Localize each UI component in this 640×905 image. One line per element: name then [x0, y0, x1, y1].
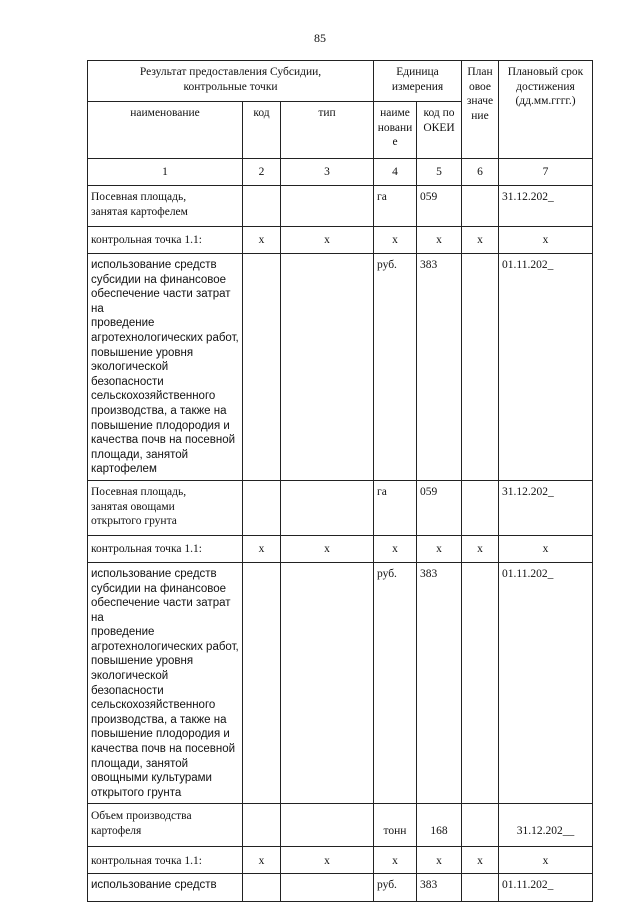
unit-cell: x: [374, 847, 417, 874]
okei-cell: x: [417, 227, 462, 254]
type-cell: [281, 562, 374, 804]
header-planned-date: Плановый срок достижения (дд.мм.гггг.): [499, 61, 593, 159]
column-number-3: 3: [281, 159, 374, 186]
planned-value-cell: x: [462, 535, 499, 562]
planned-value-cell: [462, 804, 499, 847]
planned-value-cell: [462, 254, 499, 481]
table-row: [88, 847, 593, 874]
header-result-group: Результат предоставления Субсидии, контрольные точки: [88, 61, 374, 102]
planned-value-cell: [462, 480, 499, 535]
unit-cell: x: [374, 227, 417, 254]
code-cell: [243, 186, 281, 227]
planned-date-cell: x: [499, 227, 593, 254]
table-row: [88, 480, 593, 535]
okei-cell: 059: [417, 186, 462, 227]
planned-value-cell: [462, 186, 499, 227]
name-cell: контрольная точка 1.1:: [88, 847, 243, 874]
okei-cell: x: [417, 847, 462, 874]
table-row: [88, 227, 593, 254]
unit-cell: руб.: [374, 562, 417, 804]
code-cell: x: [243, 535, 281, 562]
page-number: 85: [314, 31, 326, 45]
unit-cell: руб.: [374, 874, 417, 902]
name-cell: использование средств субсидии на финансовое обеспечение части затрат на проведение агротехнологических работ, повышение уровня экологической безопасности сельскохозяйственного производства, а также на повышение плодородия и качества почв на посевной площади, занятой овощными культурами открытого грунта: [88, 562, 243, 804]
planned-value-cell: x: [462, 227, 499, 254]
unit-cell: га: [374, 186, 417, 227]
header-planned-value: План овое значе ние: [462, 61, 499, 159]
okei-cell: 383: [417, 254, 462, 481]
okei-cell: 168: [417, 804, 462, 847]
planned-value-cell: x: [462, 847, 499, 874]
unit-cell: руб.: [374, 254, 417, 481]
unit-cell: тонн: [374, 804, 417, 847]
planned-value-cell: [462, 874, 499, 902]
planned-date-cell: 01.11.202_: [499, 874, 593, 902]
type-cell: x: [281, 535, 374, 562]
type-cell: x: [281, 847, 374, 874]
planned-date-cell: 01.11.202_: [499, 562, 593, 804]
planned-value-cell: [462, 562, 499, 804]
column-number-2: 2: [243, 159, 281, 186]
planned-date-cell: x: [499, 535, 593, 562]
type-cell: [281, 480, 374, 535]
subsidy-results-table: [87, 60, 593, 902]
header-okei-code: код по ОКЕИ: [417, 102, 462, 159]
okei-cell: 383: [417, 562, 462, 804]
type-cell: [281, 254, 374, 481]
table-row: [88, 804, 593, 847]
name-cell: Объем производства картофеля: [88, 804, 243, 847]
name-cell: использование средств субсидии на финансовое обеспечение части затрат на проведение агротехнологических работ, повышение уровня экологической безопасности сельскохозяйственного производства, а также на повышение плодородия и качества почв на посевной площади, занятой картофелем: [88, 254, 243, 481]
code-cell: [243, 874, 281, 902]
type-cell: [281, 874, 374, 902]
planned-date-cell: 31.12.202__: [499, 804, 593, 847]
code-cell: [243, 562, 281, 804]
code-cell: x: [243, 847, 281, 874]
planned-date-cell: x: [499, 847, 593, 874]
table-row: [88, 535, 593, 562]
okei-cell: 059: [417, 480, 462, 535]
header-type: тип: [281, 102, 374, 159]
header-name: наименование: [88, 102, 243, 159]
name-cell: контрольная точка 1.1:: [88, 535, 243, 562]
header-unit-group: Единица измерения: [374, 61, 462, 102]
table-row: [88, 254, 593, 481]
okei-cell: 383: [417, 874, 462, 902]
header-code: код: [243, 102, 281, 159]
planned-date-cell: 31.12.202_: [499, 186, 593, 227]
column-number-4: 4: [374, 159, 417, 186]
name-cell: Посевная площадь, занятая картофелем: [88, 186, 243, 227]
column-number-1: 1: [88, 159, 243, 186]
name-cell: использование средств: [88, 874, 243, 902]
planned-date-cell: 01.11.202_: [499, 254, 593, 481]
type-cell: x: [281, 227, 374, 254]
name-cell: контрольная точка 1.1:: [88, 227, 243, 254]
code-cell: [243, 804, 281, 847]
planned-date-cell: 31.12.202_: [499, 480, 593, 535]
type-cell: [281, 186, 374, 227]
unit-cell: га: [374, 480, 417, 535]
column-number-5: 5: [417, 159, 462, 186]
okei-cell: x: [417, 535, 462, 562]
name-cell: Посевная площадь, занятая овощами открытого грунта: [88, 480, 243, 535]
unit-cell: x: [374, 535, 417, 562]
table-row: [88, 562, 593, 804]
table-row: [88, 874, 593, 902]
type-cell: [281, 804, 374, 847]
code-cell: x: [243, 227, 281, 254]
header-unit-name: наиме новани е: [374, 102, 417, 159]
table-row: [88, 186, 593, 227]
column-number-7: 7: [499, 159, 593, 186]
column-number-6: 6: [462, 159, 499, 186]
code-cell: [243, 254, 281, 481]
code-cell: [243, 480, 281, 535]
